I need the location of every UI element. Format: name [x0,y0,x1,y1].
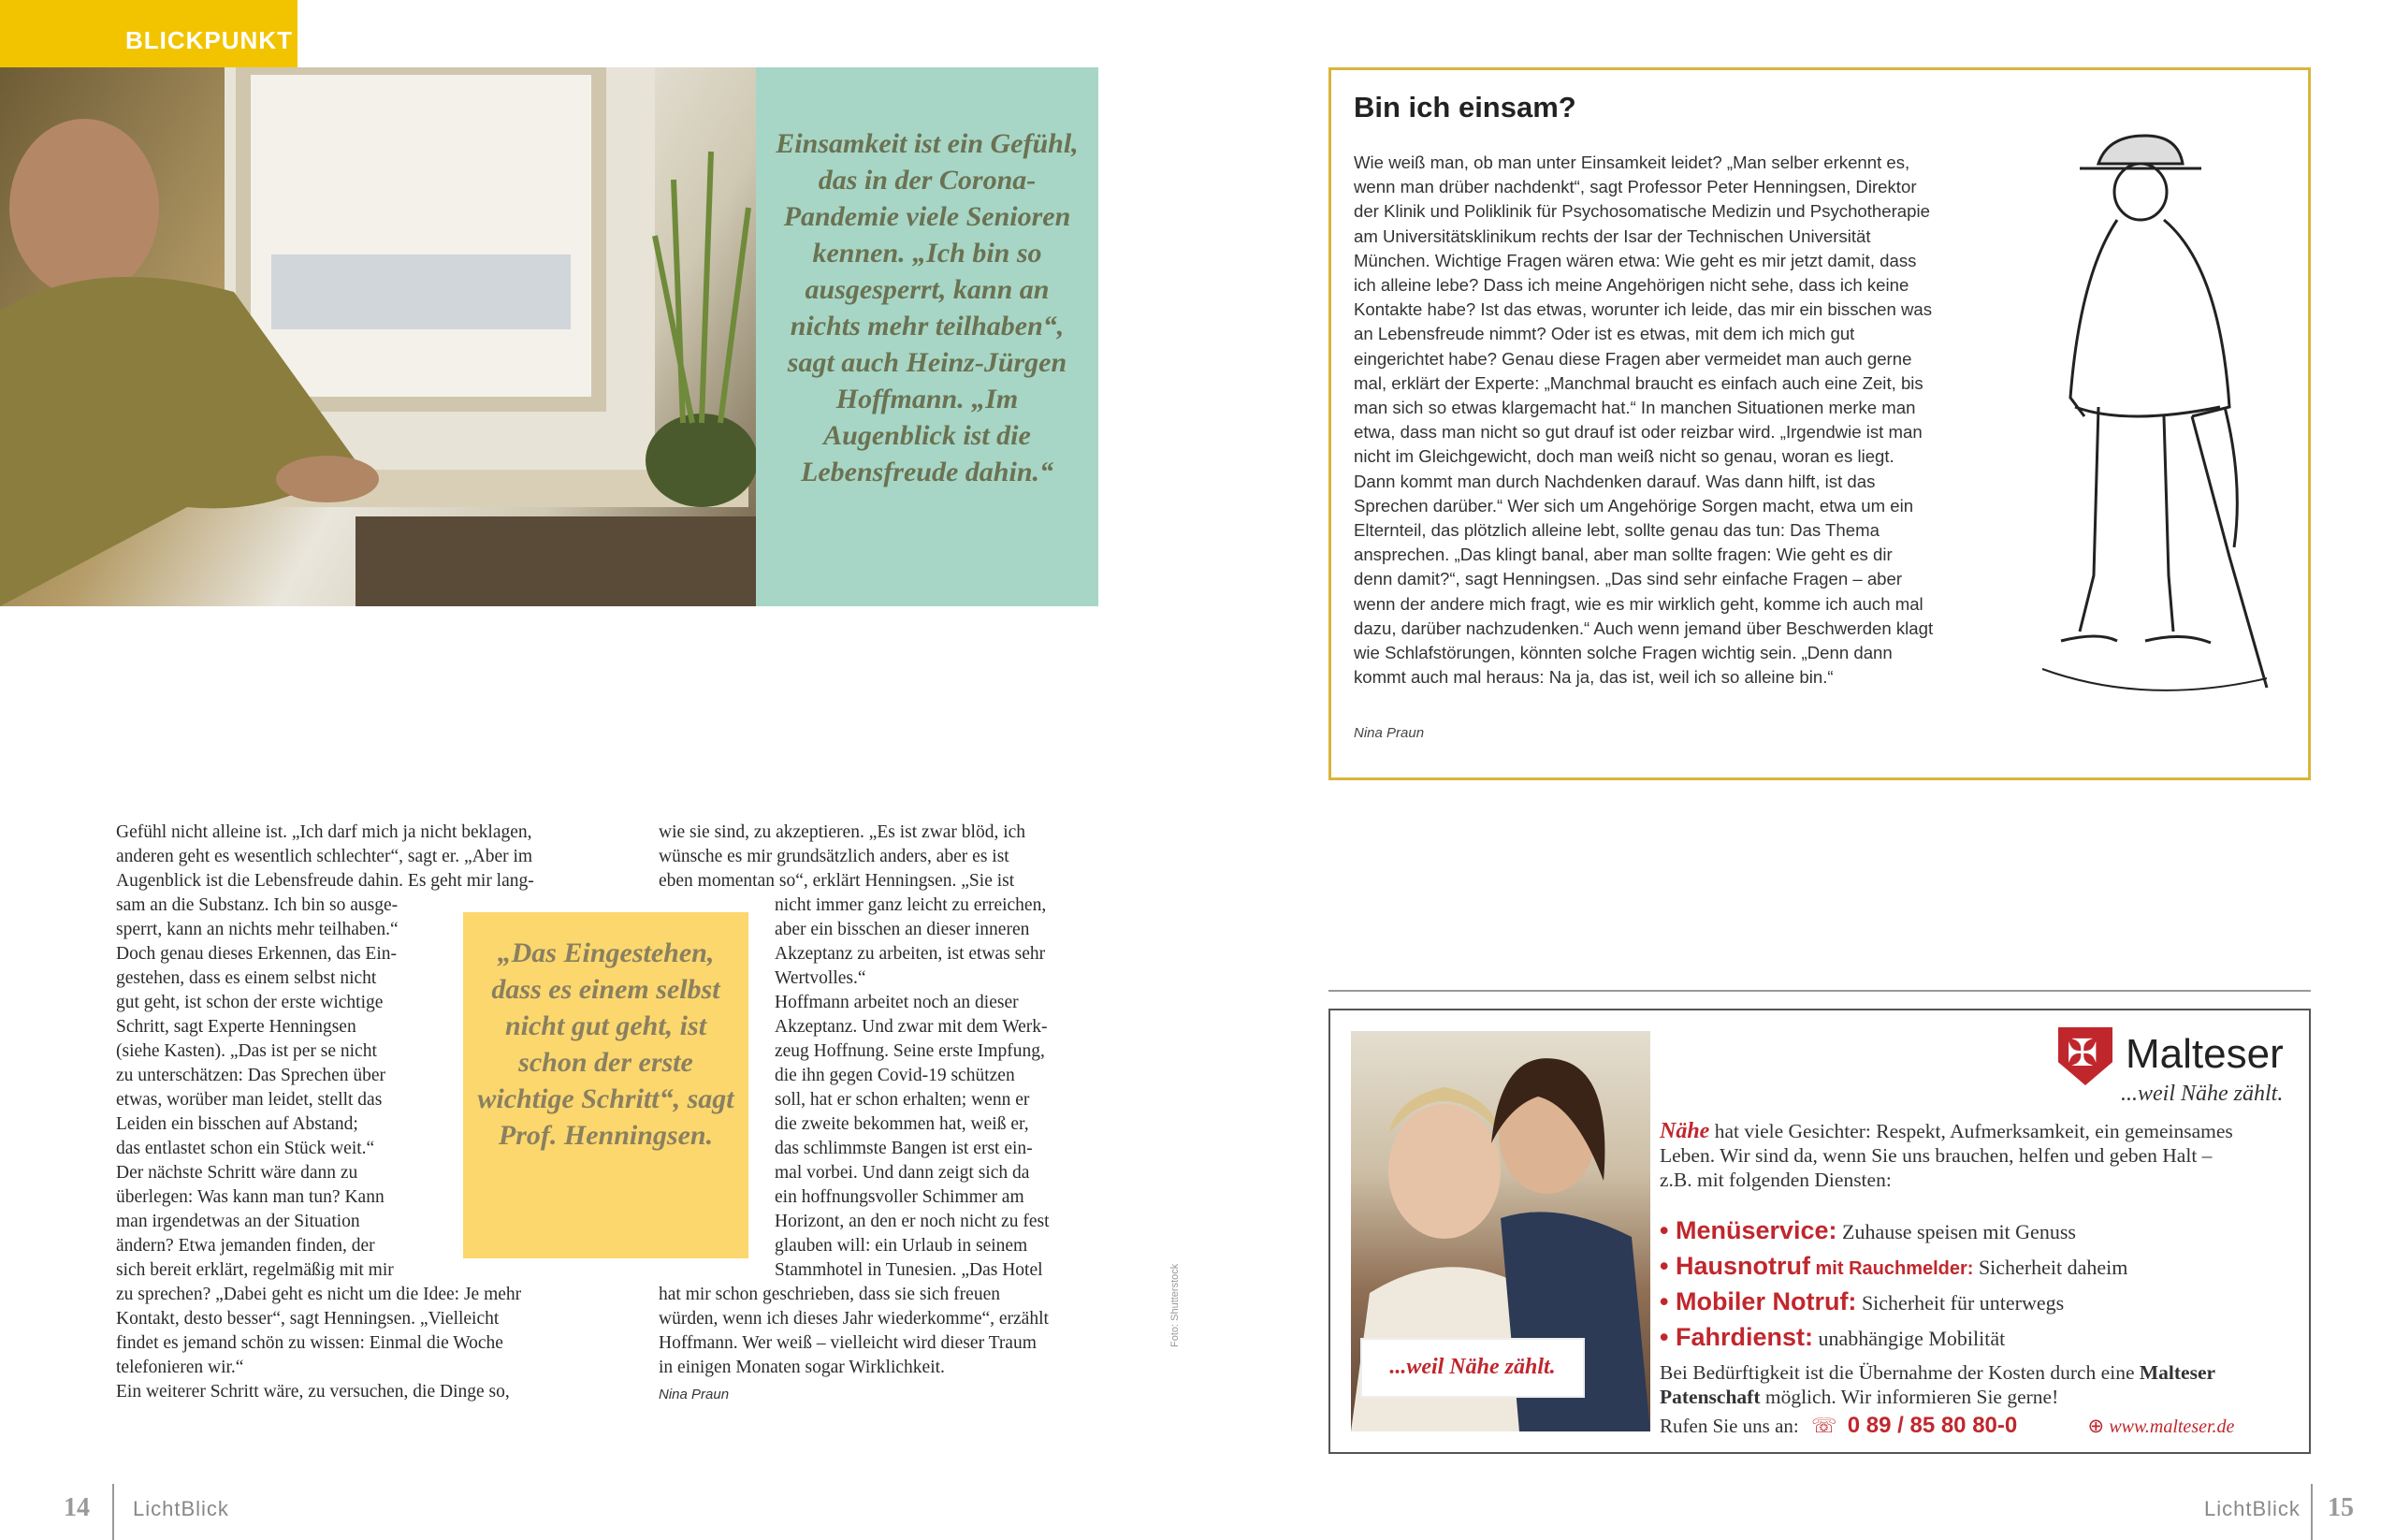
text-line: sam an die Substanz. Ich bin so ausge- [116,895,399,915]
text-line: sperrt, kann an nichts mehr teilhaben.“ [116,920,399,939]
text-line: zu sprechen? „Dabei geht es nicht um die Idee: Je mehr [116,1285,522,1304]
divider-line [1328,990,2311,992]
service-desc: Sicherheit daheim [1973,1256,2128,1279]
section-tag: BLICKPUNKT [0,0,298,69]
magazine-name-right: LichtBlick [2204,1497,2301,1520]
service-item [1660,1252,2127,1281]
text-line: wünsche es mir grundsätzlich anders, aber es ist [659,847,1009,866]
service-item [1660,1323,2005,1352]
text-line: gestehen, dass es einem selbst nicht [116,968,377,988]
text-line: Leiden ein bisschen auf Abstand; [116,1114,358,1134]
infobox-title: Bin ich einsam? [1354,91,1576,123]
text-line: Kontakt, desto besser“, sagt Henningsen. „Vielleicht [116,1309,500,1329]
text-line: Akzeptanz. Und zwar mit dem Werk- [775,1017,1048,1037]
text-line: soll, hat er schon erhalten; wenn er [775,1090,1030,1110]
text-line: ein hoffnungsvoller Schimmer am [775,1187,1024,1207]
call-label: Rufen Sie uns an: [1660,1415,1799,1437]
text-line: man irgendetwas an der Situation [116,1212,360,1231]
ad-photo [1351,1031,1650,1431]
malteser-cross-icon [2058,1027,2112,1085]
text-line: Stammhotel in Tunesien. „Das Hotel [775,1260,1043,1280]
text-line: überlegen: Was kann man tun? Kann [116,1187,385,1207]
closing-text: möglich. Wir informieren Sie gerne! [1760,1386,2059,1408]
service-item [1660,1287,2064,1316]
service-name: • Hausnotruf [1660,1252,1810,1280]
article-author: Nina Praun [659,1387,730,1402]
senior-window-photo [0,67,758,606]
brand-name: Malteser [2126,1031,2284,1077]
service-name: • Mobiler Notruf: [1660,1287,1857,1315]
malteser-logo [2058,1027,2292,1083]
ad-badge: ...weil Nähe zählt. [1360,1338,1585,1398]
website-link[interactable]: www.malteser.de [2109,1417,2235,1437]
infobox [1328,67,2311,780]
closing-text: Bei Bedürftigkeit ist die Übernahme der Kosten durch eine [1660,1361,2140,1384]
text-line: das entlastet schon ein Stück weit.“ [116,1139,375,1158]
article-column-2-middle [775,893,1098,1283]
text-line: die ihn gegen Covid-19 schützen [775,1066,1015,1085]
closing-bold: Patenschaft [1660,1386,1761,1408]
text-line: Doch genau dieses Erkennen, das Ein- [116,944,397,964]
text-line: aber ein bisschen an dieser inneren [775,920,1030,939]
brand-slogan: ...weil Nähe zählt. [2121,1082,2284,1106]
text-line: ändern? Etwa jemanden finden, der [116,1236,375,1256]
ad-intro [1660,1119,2296,1192]
text-line: Akzeptanz zu arbeiten, ist etwas sehr [775,944,1046,964]
pull-quote-1: Einsamkeit ist ein Gefühl, das in der Corona-Pandemie viele Senioren kennen. „Ich bin so ausgesperrt, kann an nichts mehr teilhaben“, sagt auch Heinz-Jürgen Hoffmann. „Im Augenblick ist die Lebensfreude dahin.“ [756,67,1098,606]
page-number-left: 14 [64,1493,90,1522]
text-line: zu unterschätzen: Das Sprechen über [116,1066,386,1085]
service-name: • Menüservice: [1660,1216,1837,1244]
service-desc: unabhängige Mobilität [1812,1327,2006,1350]
text-line: wie sie sind, zu akzeptieren. „Es ist zwar blöd, ich [659,822,1026,842]
text-line: Ein weiterer Schritt wäre, zu versuchen, die Dinge so, [116,1382,510,1402]
ad-intro-line: z.B. mit folgenden Diensten: [1660,1169,1892,1191]
text-line: findet es jemand schön zu wissen: Einmal die Woche [116,1333,503,1353]
text-line: eben momentan so“, erklärt Henningsen. „Sie ist [659,871,1015,891]
text-line: etwas, worüber man leidet, stellt das [116,1090,383,1110]
text-line: die zweite bekommen hat, weiß er, [775,1114,1029,1134]
text-line: Der nächste Schritt wäre dann zu [116,1163,358,1183]
ad-contact [1660,1413,2234,1439]
ad-intro-line: hat viele Gesichter: Respekt, Aufmerksamkeit, ein gemeinsames [1709,1120,2233,1142]
infobox-author: Nina Praun [1354,725,1425,741]
service-extra: mit Rauchmelder: [1809,1258,1974,1279]
text-line: sich bereit erklärt, regelmäßig mit mir [116,1260,394,1280]
photo-credit: Foto: Shutterstock [1169,1263,1181,1347]
service-desc: Sicherheit für unterwegs [1856,1291,2065,1315]
phone-icon: ☏ [1810,1414,1837,1437]
text-line: glauben will: ein Urlaub in seinem [775,1236,1028,1256]
ad-intro-line: Leben. Wir sind da, wenn Sie uns brauchen, helfen und geben Halt – [1660,1144,2213,1167]
magazine-name-left: LichtBlick [133,1497,229,1520]
service-item [1660,1216,2076,1245]
text-line: gut geht, ist schon der erste wichtige [116,993,384,1012]
text-line: (siehe Kasten). „Das ist per se nicht [116,1041,377,1061]
text-line: Hoffmann. Wer weiß – vielleicht wird dieser Traum [659,1333,1037,1353]
phone-number[interactable]: 0 89 / 85 80 80-0 [1847,1413,2018,1438]
text-line: zeug Hoffnung. Seine erste Impfung, [775,1041,1045,1061]
text-line: hat mir schon geschrieben, dass sie sich freuen [659,1285,1000,1304]
infobox-body: Wie weiß man, ob man unter Einsamkeit leidet? „Man selber erkennt es, wenn man drüber nachdenkt“, sagt Professor Peter Henningsen, Direktor der Klinik und Poliklinik für Psychosomatische Medizin und Psychotherapie am Universitätsklinikum rechts der Isar der Technischen Universität München. Wichtige Fragen wären etwa: Wie geht es mir jetzt damit, dass ich alleine lebe? Dass ich meine Angehörigen nicht sehe, dass ich keine Kontakte habe? Ist das etwas, worunter ich leide, das mir ein bisschen was an Lebensfreude nimmt? Oder ist es etwas, mit dem ich mich gut eingerichtet habe? Genau diese Fragen aber vermeidet man auch gerne mal, erklärt der Experte: „Manchmal braucht es einfach auch eine Zeit, bis man sich so etwas klargemacht hat.“ In manchen Situationen merke man etwa, dass man nicht so gut drauf ist oder reizbar wird. „Irgendwie ist man nicht im Gleichgewicht, doch man weiß nicht so genau, woran es liegt. Dann kommt man durch Nachdenken darauf. Was dann hilft, ist das Sprechen darüber.“ Wer sich um Angehörige Sorgen macht, etwa um ein Elternteil, das plötzlich alleine lebt, sollte genau das tun: Das Thema ansprechen. „Das klingt banal, aber man sollte fragen: Wie geht es dir denn damit?“, sagt Henningsen. „Das sind sehr einfache Fragen – aber wenn der andere mich fragt, wie es mir wirklich geht, komme ich auch mal dazu, darüber nachzudenken.“ Auch wenn jemand über Beschwerden klagt wie Schlafstörungen, könnten solche Fragen wichtig sein. „Denn dann kommt auch mal heraus: Na ja, das ist, weil ich so alleine bin.“ [1354,153,1934,688]
footer-divider-left [112,1484,114,1540]
text-line: Schritt, sagt Experte Henningsen [116,1017,356,1037]
closing-bold: Malteser [2139,1361,2216,1384]
globe-icon: ⊕ [2087,1415,2105,1437]
text-line: anderen geht es wesentlich schlechter“, sagt er. „Aber im [116,847,533,866]
text-line: telefonieren wir.“ [116,1358,244,1377]
text-line: mal vorbei. Und dann zeigt sich da [775,1163,1030,1183]
ad-closing [1660,1360,2296,1409]
text-line: Wertvolles.“ [775,968,866,988]
text-line: Gefühl nicht alleine ist. „Ich darf mich ja nicht beklagen, [116,822,532,842]
text-line: das schlimmste Bangen ist erst ein- [775,1139,1033,1158]
text-line: Augenblick ist die Lebensfreude dahin. Es geht mir lang- [116,871,534,891]
text-line: in einigen Monaten sogar Wirklichkeit. [659,1358,945,1377]
article-column-2-bottom [659,1283,1108,1380]
footer-divider-right [2311,1484,2313,1540]
article-column-2-top [659,821,1098,893]
page-number-right: 15 [2328,1493,2354,1522]
ad-intro-highlight: Nähe [1660,1119,1710,1143]
service-name: • Fahrdienst: [1660,1323,1813,1351]
service-desc: Zuhause speisen mit Genuss [1836,1220,2076,1243]
text-line: Horizont, an den er noch nicht zu fest [775,1212,1050,1231]
malteser-ad[interactable] [1328,1009,2311,1454]
pull-quote-2: „Das Eingestehen, dass es einem selbst nicht gut geht, ist schon der erste wichtige Schritt“, sagt Prof. Henningsen. [463,912,748,1258]
text-line: würden, wenn ich dieses Jahr wiederkomme“, erzählt [659,1309,1049,1329]
text-line: Hoffmann arbeitet noch an dieser [775,993,1019,1012]
text-line: nicht immer ganz leicht zu erreichen, [775,895,1047,915]
old-man-sketch [2005,108,2286,763]
